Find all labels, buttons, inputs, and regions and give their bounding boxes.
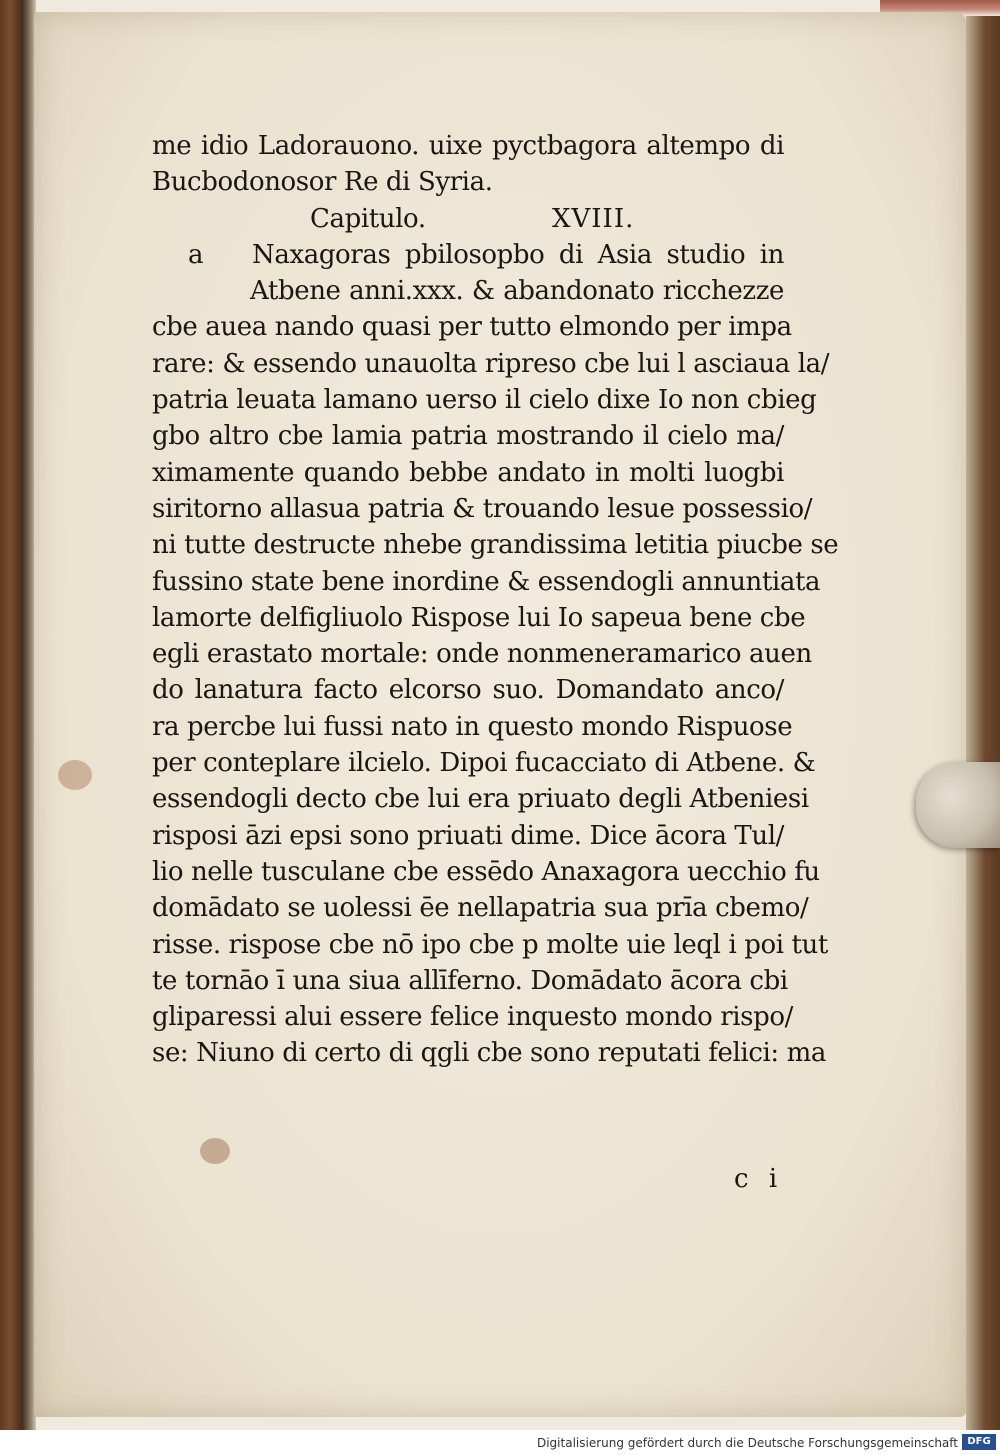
text-line: gbo altro cbe lamia patria mostrando il cielo ma/ bbox=[152, 421, 784, 452]
text-line: ximamente quando bebbe andato in molti luogbi bbox=[152, 457, 784, 488]
text-line: risse. rispose cbe nō ipo cbe p molte uie leql i poi tut bbox=[152, 929, 828, 960]
text-line: do lanatura facto elcorso suo. Domandato anco/ bbox=[152, 675, 784, 706]
chapter-first-line bbox=[152, 237, 784, 273]
chapter-label: Capitulo. bbox=[310, 203, 426, 234]
text-line: cbe auea nando quasi per tutto elmondo per impa bbox=[152, 312, 792, 343]
text-line: Atbene anni.xxx. & abandonato ricchezze bbox=[250, 276, 784, 307]
text-line: te tornāo ī una siua allīferno. Domādato ācora cbi bbox=[152, 965, 788, 996]
text-line: egli erastato mortale: onde nonmeneramarico auen bbox=[152, 639, 812, 670]
text-line: ni tutte destructe nhebe grandissima letitia piucbe se bbox=[152, 530, 839, 561]
page-text bbox=[152, 128, 839, 1072]
text-line: lio nelle tusculane cbe essēdo Anaxagora uecchio fu bbox=[152, 856, 820, 887]
text-line: siritorno allasua patria & trouando lesue possessio/ bbox=[152, 493, 813, 524]
signature-mark: c i bbox=[734, 1164, 784, 1194]
guide-letter: a bbox=[188, 239, 204, 270]
text-line: patria leuata lamano uerso il cielo dixe Io non cbieg bbox=[152, 385, 817, 416]
footer-credit: Digitalisierung gefördert durch die Deutsche Forschungsgemeinschaft bbox=[536, 1436, 958, 1450]
text-line: fussino state bene inordine & essendogli annuntiata bbox=[152, 566, 821, 597]
text-line: essendogli decto cbe lui era priuato degli Atbeniesi bbox=[152, 784, 809, 815]
text-line: me idio Ladorauono. uixe pyctbagora altempo di bbox=[152, 131, 784, 161]
chapter-number: XVIII. bbox=[552, 203, 635, 234]
chapter-heading bbox=[152, 201, 784, 237]
binding-left-board bbox=[0, 0, 22, 1430]
dfg-logo: DFG bbox=[962, 1434, 996, 1450]
text-line: rare: & essendo unauolta ripreso cbe lui l asciaua la/ bbox=[152, 348, 830, 379]
text-line: gliparessi alui essere felice inquesto mondo rispo/ bbox=[152, 1002, 793, 1033]
text-line: Bucbodonosor Re di Syria. bbox=[152, 167, 493, 198]
text-line: per conteplare ilcielo. Dipoi fucacciato di Atbene. & bbox=[152, 748, 816, 779]
binding-right-edge bbox=[966, 0, 1000, 1430]
text-line: risposi āzi epsi sono priuati dime. Dice ācora Tul/ bbox=[152, 820, 784, 851]
text-line: Naxagoras pbilosopbo di Asia studio in bbox=[252, 239, 784, 270]
paper-stain bbox=[200, 1138, 230, 1164]
paper-stain bbox=[58, 760, 92, 790]
book-clasp bbox=[916, 762, 1000, 848]
footer-bar bbox=[0, 1430, 1000, 1455]
text-line: ra percbe lui fussi nato in questo mondo Rispuose bbox=[152, 711, 793, 742]
text-line: lamorte delfigliuolo Rispose lui Io sapeua bene cbe bbox=[152, 602, 806, 633]
text-line: domādato se uolessi ēe nellapatria sua prīa cbemo/ bbox=[152, 893, 809, 924]
text-line: se: Niuno di certo di qgli cbe sono reputati felici: ma bbox=[152, 1038, 826, 1069]
